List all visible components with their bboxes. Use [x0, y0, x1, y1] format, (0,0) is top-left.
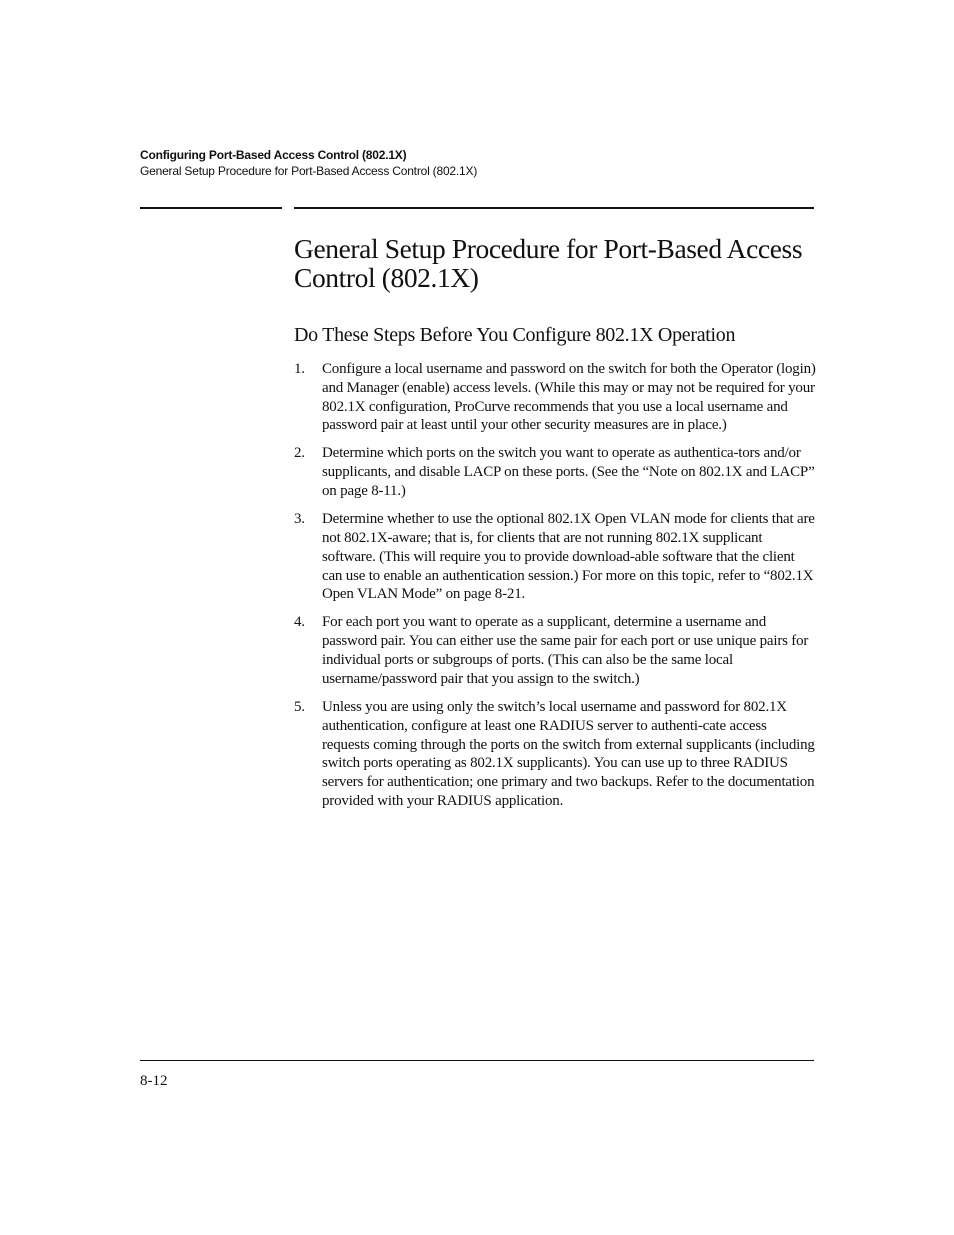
list-item: [294, 510, 816, 604]
step-number: 2.: [294, 445, 305, 462]
running-header-chapter: Configuring Port-Based Access Control (802.1X): [140, 148, 407, 162]
list-item: [294, 444, 816, 500]
step-number: 5.: [294, 698, 305, 715]
list-item: [294, 360, 816, 435]
step-text: For each port you want to operate as a supplicant, determine a username and password pair. You can either use the same pair for each port or use unique pairs for individual ports or subgroups of ports. (This can also be the same local username/password pair that you assign to the switch.): [322, 614, 809, 687]
step-text: Unless you are using only the switch’s local username and password for 802.1X authentication, configure at least one RADIUS server to authenti-cate access requests coming through the ports on the switch from external supplicants (including switch ports operating as 802.1X supplicants). You can use up to three RADIUS servers for authentication; one primary and two backups. Refer to the documentation provided with your RADIUS application.: [322, 698, 815, 809]
step-text: Determine whether to use the optional 802.1X Open VLAN mode for clients that are not 802.1X-aware; that is, for clients that are not running 802.1X supplicant software. (This will require you to provide download-able software that the client can use to enable an authentication session.) For more on this topic, refer to “802.1X Open VLAN Mode” on page 8-21.: [322, 511, 815, 603]
header-rule-right: [294, 207, 814, 209]
step-number: 3.: [294, 511, 305, 528]
list-item: [294, 698, 816, 811]
step-number: 1.: [294, 361, 305, 377]
subsection-title: Do These Steps Before You Configure 802.1X Operation: [294, 324, 736, 346]
step-text: Configure a local username and password on the switch for both the Operator (login) and Manager (enable) access levels. (While this may or may not be required for your 802.1X configuration, ProCurve recommends that you use a local username and password pair at least until your other security measures are in place.): [322, 361, 816, 434]
footer-rule: [140, 1060, 814, 1061]
step-number: 4.: [294, 614, 305, 631]
setup-steps-list: [294, 360, 816, 820]
section-title: General Setup Procedure for Port-Based Access Control (802.1X): [294, 233, 803, 293]
header-rule-left: [140, 207, 282, 209]
running-header: [140, 147, 477, 179]
running-header-section: General Setup Procedure for Port-Based Access Control (802.1X): [140, 164, 478, 178]
step-text: Determine which ports on the switch you want to operate as authentica-tors and/or supplicants, and disable LACP on these ports. (See the “Note on 802.1X and LACP” on page 8-11.): [322, 445, 815, 500]
list-item: [294, 613, 816, 688]
page-number: 8-12: [140, 1073, 168, 1089]
